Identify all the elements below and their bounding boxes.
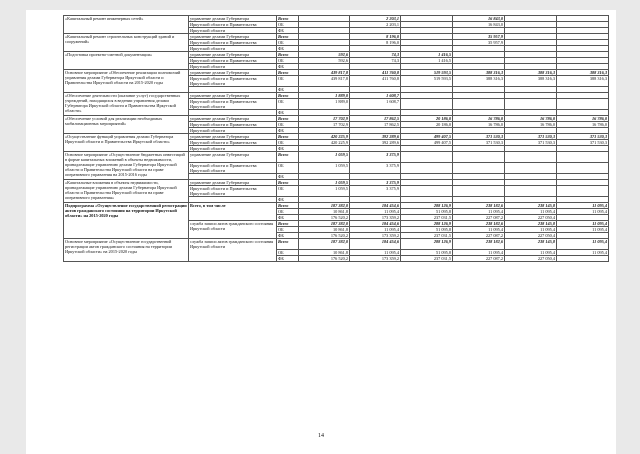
amount-cell-year-3: 20 186,0 [401, 122, 453, 128]
executor-cell: Иркутской области и Правительства [189, 58, 277, 64]
amount-cell-year-5: 227 050,4 [505, 256, 557, 262]
amount-cell-year-2: 392 289,6 [350, 140, 401, 146]
executor-cell: Иркутской области [189, 46, 277, 52]
amount-cell-year-3: 1 416,5 [401, 52, 453, 58]
funding-source-cell: ФБ [277, 64, 299, 70]
funding-source-cell: ОБ [277, 186, 299, 197]
amount-cell-year-3: 51 095,8 [401, 250, 453, 256]
amount-cell-year-3: 20 186,0 [401, 116, 453, 122]
amount-cell-year-2: 2 203,1 [350, 16, 401, 22]
amount-cell-year-4: 16 843,0 [453, 22, 505, 28]
amount-cell-year-2: 2 203,1 [350, 22, 401, 28]
funding-source-cell: Всего [277, 34, 299, 40]
amount-cell-year-4 [453, 163, 505, 174]
amount-cell-year-3: 288 126,9 [401, 221, 453, 227]
amount-cell-year-4 [453, 186, 505, 197]
amount-cell-year-4: 35 957,9 [453, 34, 505, 40]
amount-cell-year-3: 237 031,5 [401, 233, 453, 239]
program-name-cell: Подпрограмма «Осуществление государственной регистрации актов гражданского состояния на территории Иркутской области» на 2015-2020 годы [64, 203, 189, 239]
funding-source-cell: ОБ [277, 209, 299, 215]
page-number: 14 [318, 433, 324, 439]
executor-cell: Иркутской области [189, 28, 277, 34]
amount-cell-year-1: 1 889,0 [299, 93, 350, 99]
executor-cell: управление делами Губернатора [189, 52, 277, 58]
amount-cell-year-1: 176 520,2 [299, 215, 350, 221]
amount-cell-year-5 [505, 163, 557, 174]
amount-cell-year-4: 238 182,6 [453, 203, 505, 209]
program-name-cell: Основное мероприятие «Обеспечение реализации полномочий управления делами Губернатора Иркутской области и Правительства Иркутской области на 2015-2020 годы [64, 70, 189, 93]
funding-source-cell: ФБ [277, 256, 299, 262]
amount-cell-year-5: 11 095,4 [505, 227, 557, 233]
program-name-cell: «Капитальные вложения в объекты недвижимости, принадлежащие управлению делами Губернатора Иркутской области и Правительства Иркутской области на праве оперативного управления» [64, 180, 189, 203]
amount-cell-year-5: 16 786,0 [505, 122, 557, 128]
document-page [26, 10, 616, 454]
executor-cell: служба записи актов гражданского состояния Иркутской области [189, 239, 277, 262]
amount-cell-year-1: 1 059,5 [299, 186, 350, 197]
amount-cell-year-5: 227 050,4 [505, 233, 557, 239]
amount-cell-year-5: 227 050,4 [505, 215, 557, 221]
amount-cell-year-2: 17 862,5 [350, 122, 401, 128]
funding-source-cell: Всего [277, 239, 299, 250]
funding-source-cell: ФБ [277, 87, 299, 93]
funding-source-cell: Всего [277, 203, 299, 209]
funding-source-cell: Всего [277, 70, 299, 76]
amount-cell-year-2: 173 359,2 [350, 256, 401, 262]
budget-table [63, 15, 609, 262]
amount-cell-year-3: 519 593,5 [401, 70, 453, 76]
funding-source-cell: Всего [277, 180, 299, 186]
executor-cell: Иркутской области и Правительства [189, 40, 277, 46]
funding-source-cell: ОБ [277, 122, 299, 128]
amount-cell-year-1: 439 817,8 [299, 70, 350, 76]
amount-cell-year-1: 176 520,2 [299, 233, 350, 239]
amount-cell-year-1: 187 382,0 [299, 203, 350, 209]
amount-cell-year-2: 1 608,7 [350, 93, 401, 99]
amount-cell-year-1: 420 225,9 [299, 134, 350, 140]
amount-cell-year-3: 499 407,5 [401, 134, 453, 140]
amount-cell-year-6: 371 530,3 [557, 134, 609, 140]
amount-cell-year-3: 288 126,9 [401, 239, 453, 250]
amount-cell-year-2: 8 196,0 [350, 34, 401, 40]
amount-cell-year-6 [557, 152, 609, 163]
amount-cell-year-5: 371 530,3 [505, 140, 557, 146]
amount-cell-year-2: 411 760,8 [350, 76, 401, 87]
amount-cell-year-6 [557, 163, 609, 174]
executor-cell: служба записи актов гражданского состояния Иркутской области [189, 221, 277, 239]
amount-cell-year-1: 1 059,5 [299, 180, 350, 186]
funding-source-cell: ОБ [277, 163, 299, 174]
amount-cell-year-3 [401, 152, 453, 163]
amount-cell-year-4: 11 095,4 [453, 227, 505, 233]
amount-cell-year-3: 499 407,5 [401, 140, 453, 146]
executor-cell: Иркутской области [189, 146, 277, 152]
funding-source-cell: ОБ [277, 40, 299, 46]
executor-cell: Иркутской области [189, 64, 277, 70]
table-body [64, 16, 609, 262]
amount-cell-year-1: 439 817,8 [299, 76, 350, 87]
amount-cell-year-2: 3 375,9 [350, 186, 401, 197]
amount-cell-year-2: 11 095,4 [350, 227, 401, 233]
amount-cell-year-3: 237 031,5 [401, 215, 453, 221]
amount-cell-year-4: 238 182,6 [453, 221, 505, 227]
executor-cell: Иркутской области и Правительства [189, 140, 277, 146]
amount-cell-year-2: 17 862,5 [350, 116, 401, 122]
amount-cell-year-6: 11 095,4 [557, 203, 609, 209]
amount-cell-year-2: 74,3 [350, 52, 401, 58]
executor-cell: управление делами Губернатора [189, 116, 277, 122]
amount-cell-year-3 [401, 163, 453, 174]
funding-source-cell: ОБ [277, 99, 299, 110]
funding-source-cell: ОБ [277, 22, 299, 28]
amount-cell-year-3 [401, 186, 453, 197]
amount-cell-year-2: 173 359,2 [350, 233, 401, 239]
executor-cell: Иркутской области и Правительства Иркутской области [189, 186, 277, 197]
amount-cell-year-4 [453, 99, 505, 110]
amount-cell-year-1: 592,6 [299, 52, 350, 58]
executor-cell: Иркутской области и Правительства [189, 22, 277, 28]
amount-cell-year-5: 371 530,3 [505, 134, 557, 140]
amount-cell-year-4: 371 530,3 [453, 140, 505, 146]
amount-cell-year-6: 388 316,3 [557, 76, 609, 87]
amount-cell-year-1: 187 382,0 [299, 239, 350, 250]
amount-cell-year-6 [557, 99, 609, 110]
amount-cell-year-6: 371 530,3 [557, 140, 609, 146]
amount-cell-year-2: 11 095,4 [350, 209, 401, 215]
amount-cell-year-6: 11 095,4 [557, 221, 609, 227]
funding-source-cell: ФБ [277, 128, 299, 134]
executor-cell: управление делами Губернатора [189, 93, 277, 99]
funding-source-cell: ОБ [277, 76, 299, 87]
amount-cell-year-4: 238 182,6 [453, 239, 505, 250]
amount-cell-year-3: 237 031,5 [401, 256, 453, 262]
amount-cell-year-4: 227 087,2 [453, 256, 505, 262]
program-name-cell: «Капитальный ремонт строительных конструкций зданий и сооружений» [64, 34, 189, 52]
executor-cell: управление делами Губернатора [189, 70, 277, 76]
program-name-cell: Основное мероприятие «Осуществление государственной регистрации актов гражданского состояния на территории Иркутской области» на 2015-2020 годы [64, 239, 189, 262]
funding-source-cell: Всего [277, 152, 299, 163]
executor-cell: управление делами Губернатора [189, 152, 277, 163]
amount-cell-year-6 [557, 256, 609, 262]
funding-source-cell: ФБ [277, 233, 299, 239]
amount-cell-year-5: 238 145,8 [505, 239, 557, 250]
amount-cell-year-1: 10 861,8 [299, 209, 350, 215]
amount-cell-year-4 [453, 152, 505, 163]
amount-cell-year-3: 1 416,5 [401, 58, 453, 64]
amount-cell-year-2: 3 375,9 [350, 163, 401, 174]
amount-cell-year-5: 388 316,3 [505, 70, 557, 76]
amount-cell-year-3: 519 593,5 [401, 76, 453, 87]
amount-cell-year-1: 17 702,9 [299, 116, 350, 122]
amount-cell-year-6: 11 095,4 [557, 239, 609, 250]
amount-cell-year-1: 1 059,5 [299, 163, 350, 174]
amount-cell-year-5 [505, 152, 557, 163]
table-row [64, 152, 609, 163]
executor-cell: управление делами Губернатора [189, 134, 277, 140]
executor-cell: Иркутской области и Правительства [189, 122, 277, 128]
funding-source-cell: ФБ [277, 46, 299, 52]
funding-source-cell: ФБ [277, 197, 299, 203]
funding-source-cell: ОБ [277, 227, 299, 233]
amount-cell-year-4: 371 530,3 [453, 134, 505, 140]
funding-source-cell: ФБ [277, 146, 299, 152]
funding-source-cell: ФБ [277, 110, 299, 116]
amount-cell-year-3: 51 095,8 [401, 227, 453, 233]
amount-cell-year-4: 11 095,4 [453, 250, 505, 256]
funding-source-cell: ФБ [277, 174, 299, 180]
funding-source-cell: Всего [277, 221, 299, 227]
program-name-cell: «Обеспечение условий для реализации необходимых мобилизационных мероприятий» [64, 116, 189, 134]
amount-cell-year-2: 11 095,4 [350, 250, 401, 256]
executor-cell: управление делами Губернатора [189, 34, 277, 40]
amount-cell-year-3: 288 126,9 [401, 203, 453, 209]
funding-source-cell: Всего [277, 52, 299, 58]
funding-source-cell: Всего [277, 16, 299, 22]
amount-cell-year-1: 1 889,0 [299, 99, 350, 110]
amount-cell-year-1: 1 059,5 [299, 152, 350, 163]
amount-cell-year-6: 11 095,4 [557, 227, 609, 233]
program-name-cell: «Обеспечение деятельности (оказание услуг) государственных учреждений, находящихся в ведении управления делами Губернатора Иркутской области и Правительства Иркутской области» [64, 93, 189, 116]
funding-source-cell: Всего [277, 116, 299, 122]
amount-cell-year-2: 184 454,6 [350, 239, 401, 250]
program-name-cell: Основное мероприятие «Осуществление бюджетных инвестиций в форме капитальных вложений в объекты недвижимости, принадлежащие управлению делами Губернатора Иркутской области и Правительства Иркутской области на праве оперативного управления на 2015-2016 годы [64, 152, 189, 180]
funding-source-cell: Всего [277, 134, 299, 140]
amount-cell-year-6: 388 316,3 [557, 70, 609, 76]
amount-cell-year-4: 388 316,3 [453, 70, 505, 76]
amount-cell-year-2: 74,3 [350, 58, 401, 64]
amount-cell-year-6: 11 095,4 [557, 209, 609, 215]
amount-cell-year-6: 11 095,4 [557, 250, 609, 256]
amount-cell-year-2: 3 375,9 [350, 180, 401, 186]
amount-cell-year-5: 16 786,0 [505, 116, 557, 122]
amount-cell-year-1: 176 520,2 [299, 256, 350, 262]
amount-cell-year-5 [505, 186, 557, 197]
amount-cell-year-4: 16 786,0 [453, 116, 505, 122]
amount-cell-year-2: 3 375,9 [350, 152, 401, 163]
amount-cell-year-1: 420 225,9 [299, 140, 350, 146]
amount-cell-year-2: 411 760,8 [350, 70, 401, 76]
amount-cell-year-4: 16 786,0 [453, 122, 505, 128]
executor-cell: Иркутской области и Правительства Иркутской области [189, 99, 277, 110]
executor-cell: Иркутской области и Правительства Иркутской области [189, 163, 277, 174]
amount-cell-year-3: 51 095,8 [401, 209, 453, 215]
funding-source-cell: ОБ [277, 58, 299, 64]
program-name-cell: «Осуществление функций управления делами Губернатора Иркутской области и Правительства Иркутской области» [64, 134, 189, 152]
amount-cell-year-1: 187 382,0 [299, 221, 350, 227]
funding-source-cell: Всего [277, 93, 299, 99]
amount-cell-year-4: 388 316,3 [453, 76, 505, 87]
funding-source-cell: ОБ [277, 140, 299, 146]
amount-cell-year-2: 8 196,0 [350, 40, 401, 46]
funding-source-cell: ФБ [277, 215, 299, 221]
amount-cell-year-2: 184 454,6 [350, 221, 401, 227]
executor-cell: управление делами Губернатора [189, 16, 277, 22]
executor-cell: Иркутской области и Правительства Иркутской области [189, 76, 277, 87]
amount-cell-year-5: 238 145,8 [505, 221, 557, 227]
executor-cell: управление делами Губернатора [189, 180, 277, 186]
amount-cell-year-6 [557, 186, 609, 197]
amount-cell-year-5 [505, 99, 557, 110]
amount-cell-year-1: 10 861,8 [299, 250, 350, 256]
amount-cell-year-2: 392 289,6 [350, 134, 401, 140]
program-name-cell: «Капитальный ремонт инженерных сетей» [64, 16, 189, 34]
amount-cell-year-4: 227 087,2 [453, 215, 505, 221]
amount-cell-year-2: 173 359,2 [350, 215, 401, 221]
amount-cell-year-4: 11 095,4 [453, 209, 505, 215]
amount-cell-year-4: 227 087,2 [453, 233, 505, 239]
funding-source-cell: ФБ [277, 28, 299, 34]
amount-cell-year-3 [401, 99, 453, 110]
amount-cell-year-6: 16 786,0 [557, 116, 609, 122]
executor-cell: Иркутской области [189, 128, 277, 134]
amount-cell-year-5: 388 316,3 [505, 76, 557, 87]
table-row [64, 239, 609, 250]
amount-cell-year-2: 1 608,7 [350, 99, 401, 110]
amount-cell-year-4: 16 843,0 [453, 16, 505, 22]
amount-cell-year-1: 592,6 [299, 58, 350, 64]
amount-cell-year-1: 17 702,9 [299, 122, 350, 128]
amount-cell-year-4: 35 957,9 [453, 40, 505, 46]
funding-source-cell: ОБ [277, 250, 299, 256]
amount-cell-year-1: 10 861,8 [299, 227, 350, 233]
executor-cell: Всего, в том числе [189, 203, 277, 221]
amount-cell-year-5: 11 095,4 [505, 209, 557, 215]
program-name-cell: «Подготовка проектно-сметной документации» [64, 52, 189, 70]
amount-cell-year-6: 16 786,0 [557, 122, 609, 128]
amount-cell-year-5: 11 095,4 [505, 250, 557, 256]
amount-cell-year-5: 238 145,8 [505, 203, 557, 209]
amount-cell-year-2: 184 454,6 [350, 203, 401, 209]
